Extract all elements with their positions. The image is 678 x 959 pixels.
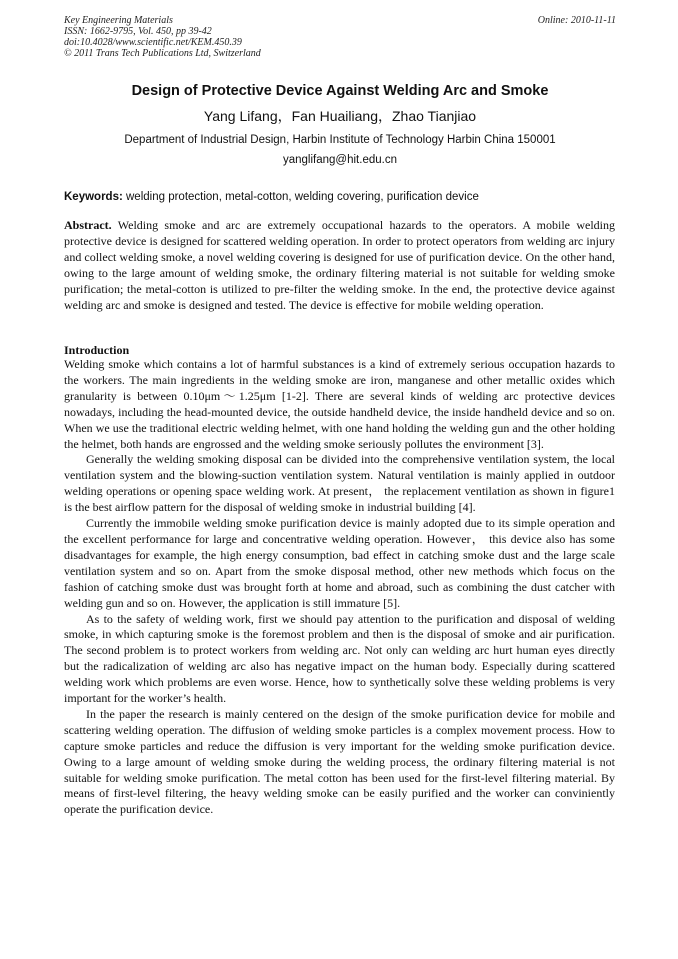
- copyright-line: © 2011 Trans Tech Publications Ltd, Switzerland: [64, 48, 261, 59]
- affiliation: Department of Industrial Design, Harbin Institute of Technology Harbin China 150001: [124, 134, 556, 146]
- introduction-body: [64, 357, 615, 818]
- publication-header: [64, 15, 616, 59]
- doi-line: doi:10.4028/www.scientific.net/KEM.450.39: [64, 37, 242, 48]
- keywords: [64, 190, 616, 205]
- abstract: [64, 218, 615, 313]
- author-email: yanglifang@hit.edu.cn: [283, 154, 397, 166]
- author-list: Yang Lifang，Fan Huailiang，Zhao Tianjiao: [203, 108, 477, 124]
- paragraph: As to the safety of welding work, first we should pay attention to the purification and disposal of welding smoke, in which capturing smoke is the foremost problem and then is the disposal of smoke and air purification. The second problem is to protect workers from welding arc. Not only can welding arc hurt human eyes directly but the radicalization of welding arc also has negative impact on the human body. Especially during scattered welding work which problems are even worse. Hence, how to synthetically solve these welding problems is very important for the worker’s health.: [64, 611, 615, 706]
- section-heading-introduction: Introduction: [64, 343, 130, 357]
- online-date: Online: 2010-11-11: [537, 15, 616, 26]
- paragraph: Generally the welding smoking disposal can be divided into the comprehensive ventilation system, the local ventilation system and the blowing-suction ventilation system. Natural ventilation is mainly applied in outdoor welding operations or opening space welding work. At present， the replacement ventilation as shown in figure1 is the best airflow pattern for the disposal of welding smoke in industrial building [4].: [64, 452, 615, 515]
- abstract-label: Abstract.: [64, 218, 112, 232]
- keywords-text: welding protection, metal-cotton, welding covering, purification device: [126, 191, 479, 203]
- paragraph: Welding smoke which contains a lot of harmful substances is a kind of extremely serious occupation hazards to the workers. The main ingredients in the welding smoke are iron, manganese and other metallic oxides which granularity is between 0.10μm～1.25μm [1-2]. There are several kinds of welding arc protective devices nowadays, including the head-mounted device, the outside handheld device, the inside handheld device and so on. When we use the traditional electric welding helmet, with one hand holding the welding gun and the other holding the helmet, both hands are engrossed and the welding smoke seriously pollutes the environment [3].: [64, 357, 615, 451]
- paragraph: In the paper the research is mainly centered on the design of the smoke purification device for mobile and scattering welding operation. The diffusion of welding smoke particles is a complex movement process. How to capture smoke particles and reduce the diffusion is very important for the welding smoke purification device. Owing to a large amount of welding smoke during the welding process, the ordinary filtering material is not suitable for welding smoke purification. The metal cotton has been used for the first-level filtering material. By means of first-level filtering, the heavy welding smoke can be easily purified and the worker can conviniently operate the purification device.: [64, 706, 615, 817]
- keywords-label: Keywords:: [64, 191, 123, 203]
- abstract-text: Welding smoke and arc are extremely occupational hazards to the operators. A mobile welding protective device is designed for scattered welding operation. In order to protect operators from welding arc injury and collect welding smoke, a novel welding covering is designed for use of purification device. On the other hand, owing to the large amount of welding smoke, the ordinary filtering material is not suitable for welding smoke purification; the metal-cotton is utilized to pre-filter the welding smoke. In the end, the protective device against welding arc and smoke is designed and tested. The device is effective for mobile welding operation.: [64, 218, 615, 312]
- paragraph: Currently the immobile welding smoke purification device is mainly adopted due to its simple operation and the excellent performance for large and concentrative welding operation. However， this device also has some disadvantages for example, the high energy consumption, bad effect in catching smoke dust and the large scale ventilation system and so on. Apart from the smoke disposal method, other new methods which focus on the fashion of catching smoke dust was brought forth at home and abroad, such as combining the dust catcher with welding gun and so on. However, the application is still immature [5].: [64, 516, 615, 610]
- journal-name: Key Engineering Materials: [64, 15, 173, 26]
- issn-line: ISSN: 1662-9795, Vol. 450, pp 39-42: [64, 26, 212, 37]
- paper-title: Design of Protective Device Against Welding Arc and Smoke: [131, 83, 549, 99]
